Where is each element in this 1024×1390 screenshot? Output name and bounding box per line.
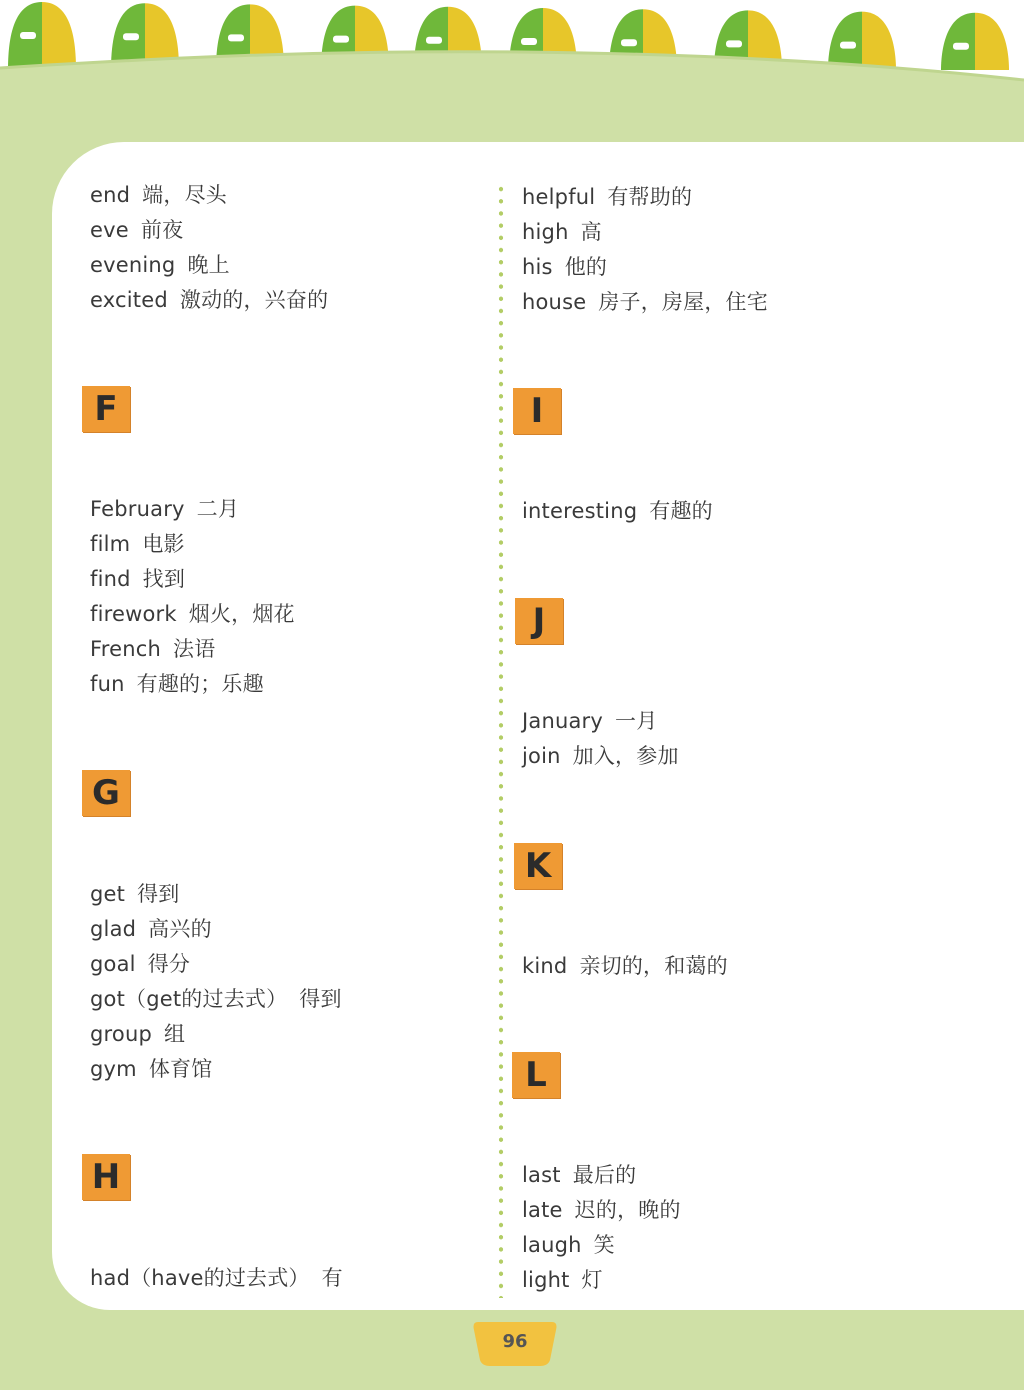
letter-badge-i: I <box>513 388 561 434</box>
letter-badge-l: L <box>512 1052 560 1098</box>
entry-house: house 房子，房屋，住宅 <box>522 290 768 314</box>
letter-badge-f: F <box>82 386 130 432</box>
entry-high: high 高 <box>522 220 602 244</box>
entry-eve: eve 前夜 <box>90 218 184 242</box>
leaf-border-decoration <box>0 0 1024 140</box>
entry-group: group 组 <box>90 1022 186 1046</box>
entry-light: light 灯 <box>522 1268 603 1292</box>
entry-kind: kind 亲切的，和蔼的 <box>522 954 728 978</box>
page-number: 96 <box>502 1331 528 1352</box>
entry-last: last 最后的 <box>522 1163 637 1187</box>
entry-had: had（have的过去式） 有 <box>90 1266 343 1290</box>
entry-find: find 找到 <box>90 567 186 591</box>
entry-french: French 法语 <box>90 637 216 661</box>
letter-badge-k: K <box>514 843 562 889</box>
entry-goal: goal 得分 <box>90 952 191 976</box>
page-number-tab <box>472 1322 558 1366</box>
entry-helpful: helpful 有帮助的 <box>522 185 693 209</box>
letter-badge-h: H <box>82 1154 130 1200</box>
entry-january: January 一月 <box>522 709 658 733</box>
entry-firework: firework 烟火，烟花 <box>90 602 295 626</box>
column-divider <box>498 183 504 1298</box>
letter-badge-j: J <box>515 598 563 644</box>
entry-laugh: laugh 笑 <box>522 1233 615 1257</box>
entry-get: get 得到 <box>90 882 180 906</box>
entry-gym: gym 体育馆 <box>90 1057 213 1081</box>
entry-fun: fun 有趣的；乐趣 <box>90 672 264 696</box>
entry-evening: evening 晚上 <box>90 253 230 277</box>
entry-excited: excited 激动的，兴奋的 <box>90 288 329 312</box>
entry-got: got（get的过去式） 得到 <box>90 987 342 1011</box>
entry-late: late 迟的，晚的 <box>522 1198 681 1222</box>
entry-february: February 二月 <box>90 497 240 521</box>
letter-badge-g: G <box>82 770 130 816</box>
entry-interesting: interesting 有趣的 <box>522 499 713 523</box>
entry-join: join 加入，参加 <box>522 744 679 768</box>
entry-end: end 端，尽头 <box>90 183 227 207</box>
entry-film: film 电影 <box>90 532 185 556</box>
entry-glad: glad 高兴的 <box>90 917 212 941</box>
entry-his: his 他的 <box>522 255 608 279</box>
